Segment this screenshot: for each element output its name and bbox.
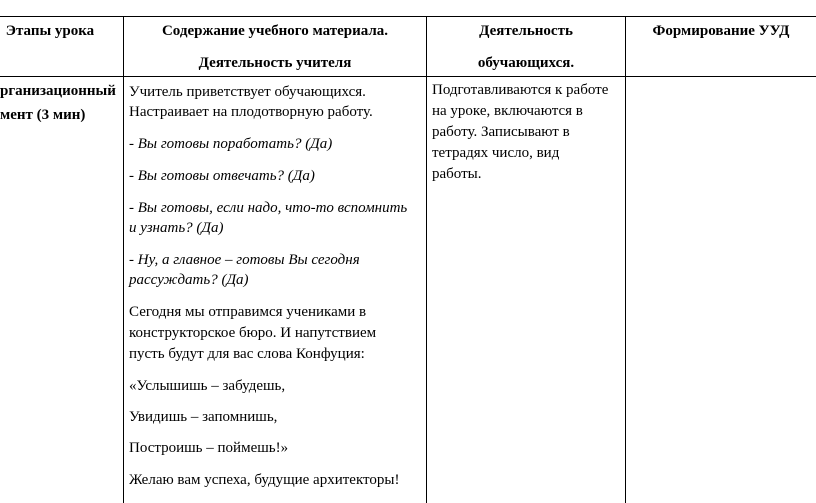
- students-activity-cell: [432, 80, 625, 185]
- students-line: работы.: [432, 166, 482, 182]
- stage-line2: мент (3 мин): [0, 107, 86, 123]
- teacher-line: Настраивает на плодотворную работу.: [129, 104, 373, 120]
- students-line: на уроке, включаются в: [432, 103, 583, 119]
- header-stage-label: Этапы урока: [5, 23, 95, 39]
- header-students: [427, 19, 625, 75]
- header-content: [124, 19, 426, 75]
- stage-cell: [0, 79, 122, 127]
- students-line: тетрадях число, вид: [432, 145, 560, 161]
- teacher-question: и узнать? (Да): [129, 220, 224, 236]
- quote-line: Увидишь – запомнишь,: [129, 409, 278, 425]
- teacher-line: Сегодня мы отправимся учениками в: [129, 304, 367, 320]
- teacher-question: рассуждать? (Да): [129, 272, 249, 288]
- quote-line: «Услышишь – забудешь,: [129, 378, 286, 394]
- students-line: работу. Записывают в: [432, 124, 570, 140]
- column-divider-2: [426, 16, 427, 503]
- teacher-question: - Вы готовы поработать? (Да): [129, 136, 333, 152]
- header-content-line2: Деятельность учителя: [198, 55, 352, 71]
- students-line: Подготавливаются к работе: [432, 82, 609, 98]
- header-uud-label: Формирование УУД: [652, 23, 790, 39]
- column-divider-3: [625, 16, 626, 503]
- teacher-question: - Вы готовы отвечать? (Да): [129, 168, 315, 184]
- teacher-line: пусть будут для вас слова Конфуция:: [129, 346, 365, 362]
- teacher-line: Учитель приветствует обучающихся.: [129, 84, 366, 100]
- column-divider-1: [123, 16, 124, 503]
- header-students-line1: Деятельность: [479, 23, 573, 39]
- header-content-line1: Содержание учебного материала.: [161, 23, 389, 39]
- teacher-line: конструкторское бюро. И напутствием: [129, 325, 377, 341]
- teacher-line: Желаю вам успеха, будущие архитекторы!: [129, 472, 400, 488]
- quote-line: Построишь – поймешь!»: [129, 440, 289, 456]
- teacher-question: - Вы готовы, если надо, что-то вспомнить: [129, 200, 408, 216]
- teacher-question: - Ну, а главное – готовы Вы сегодня: [129, 252, 360, 268]
- header-students-line2: обучающихся.: [477, 55, 575, 71]
- header-uud: [626, 19, 816, 43]
- header-stage: [0, 19, 100, 43]
- stage-line1: рганизационный: [0, 83, 116, 99]
